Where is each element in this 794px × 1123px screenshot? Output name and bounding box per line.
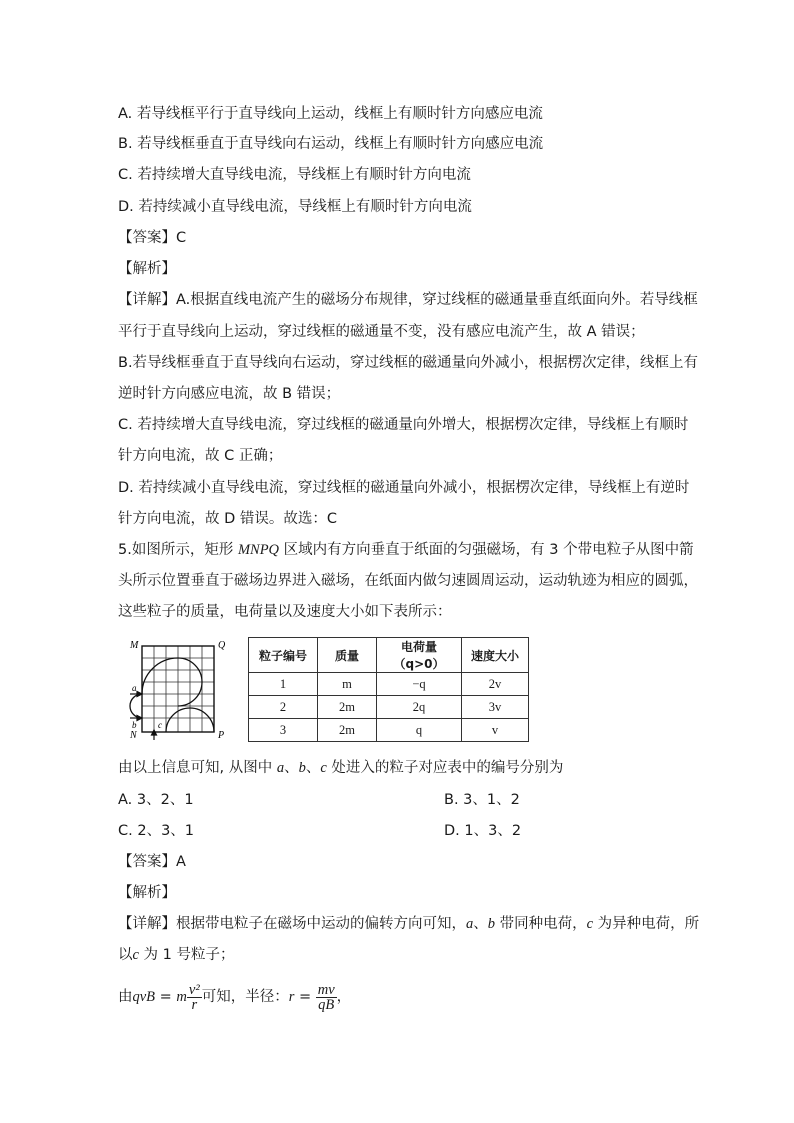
table-header-row <box>249 638 529 673</box>
q5-explain-text: 【详解】根据带电粒子在磁场中运动的偏转方向可知， <box>118 916 466 932</box>
q5-stem-line-2: 头所示位置垂直于磁场边界进入磁场，在纸面内做匀速圆周运动，运动轨迹为相应的圆弧， <box>118 573 698 589</box>
arc-a <box>142 658 178 694</box>
formula-eq: = <box>155 989 177 1005</box>
q5-explain-text: 带同种电荷， <box>495 916 587 932</box>
table-row <box>249 696 529 719</box>
field-diagram <box>128 636 228 740</box>
formula-lhs: qvB <box>132 989 156 1005</box>
q4-analysis-heading: 【解析】 <box>118 261 176 277</box>
label-b: b <box>132 720 137 730</box>
table-cell: −q <box>377 673 462 696</box>
label-p: P <box>218 730 225 740</box>
q5-question-text: 由以上信息可知, 从图中 <box>118 760 277 776</box>
table-cell: v <box>462 719 529 742</box>
q4-option-d: D. 若持续减小直导线电流，导线框上有顺时针方向电流 <box>118 199 472 215</box>
magnetic-field-figure <box>128 636 228 740</box>
table-header: 速度大小 <box>462 638 529 673</box>
table-cell: q <box>377 719 462 742</box>
q4-answer: 【答案】C <box>118 230 187 246</box>
label-a: a <box>132 683 137 693</box>
q5-stem-line-1 <box>118 540 694 560</box>
var-a: a <box>276 760 285 776</box>
var-b: b <box>298 760 306 776</box>
q5-analysis-heading: 【解析】 <box>118 885 176 901</box>
q5-option-a: A. 3、2、1 <box>118 792 194 808</box>
label-m: M <box>130 640 139 651</box>
q4-explain-line: C. 若持续增大直导线电流，穿过线框的磁通量向外增大，根据楞次定律，导线框上有顺时 <box>118 417 689 433</box>
table-cell: m <box>318 673 377 696</box>
q5-option-b: B. 3、1、2 <box>444 792 520 808</box>
q5-stem-line-3: 这些粒子的质量，电荷量以及速度大小如下表所示： <box>118 604 452 620</box>
table-cell: 1 <box>249 673 318 696</box>
q5-question <box>118 758 563 778</box>
q4-explain-line: 【详解】A.根据直线电流产生的磁场分布规律，穿过线框的磁通量垂直纸面向外。若导线框 <box>118 292 698 308</box>
formula-m: m <box>176 989 187 1005</box>
label-n: N <box>130 730 137 740</box>
q5-stem-text: 区域内有方向垂直于纸面的匀强磁场，有 3 个带电粒子从图中箭 <box>279 542 694 558</box>
table-header: 质量 <box>318 638 377 673</box>
q4-explain-line: 平行于直导线向上运动，穿过线框的磁通量不变，没有感应电流产生，故 A 错误； <box>118 324 645 340</box>
table-row <box>249 719 529 742</box>
q5-question-text: 、 <box>284 760 299 776</box>
fraction-v2-over-r <box>187 983 202 1012</box>
formula-eq: = <box>294 989 316 1005</box>
q5-explain-line-1 <box>118 914 699 934</box>
q5-explain-text: 由 <box>118 989 133 1005</box>
table-cell: 3v <box>462 696 529 719</box>
var-c: c <box>320 760 327 776</box>
label-c: c <box>158 720 162 730</box>
q5-question-text: 处进入的粒子对应表中的编号分别为 <box>326 760 564 776</box>
q5-explain-text: 可知，半径： <box>201 989 289 1005</box>
fraction-mv-over-qb <box>316 983 337 1012</box>
q4-explain-line: B.若导线框垂直于直导线向右运动，穿过线框的磁通量向外减小，根据楞次定律，线框上有 <box>118 355 699 371</box>
q5-explain-text: 为异种电荷，所 <box>593 916 700 932</box>
formula-r: r <box>288 989 295 1005</box>
q5-explain-text: 为 1 号粒子； <box>138 947 235 963</box>
grid-lines <box>142 646 214 732</box>
q4-option-c: C. 若持续增大直导线电流，导线框上有顺时针方向电流 <box>118 167 471 183</box>
q5-option-c: C. 2、3、1 <box>118 823 195 839</box>
arc-b <box>130 694 142 718</box>
table-cell: 2 <box>249 696 318 719</box>
particle-table <box>248 637 529 742</box>
var-b: b <box>487 916 495 932</box>
var-c: c <box>132 947 139 963</box>
table-cell: 2v <box>462 673 529 696</box>
q5-explain-text: ， <box>336 989 352 1005</box>
q5-stem-text: 5.如图所示，矩形 <box>118 542 238 558</box>
var-a: a <box>466 916 474 932</box>
table-cell: 3 <box>249 719 318 742</box>
q4-explain-line: 针方向电流，故 C 正确； <box>118 448 283 464</box>
q5-explain-line-2 <box>118 945 235 965</box>
q5-explain-line-3 <box>118 982 351 1012</box>
label-q: Q <box>218 640 226 651</box>
var-c: c <box>586 916 594 932</box>
table-header: 粒子编号 <box>249 638 318 673</box>
fraction-denominator: r <box>191 996 198 1013</box>
q5-question-text: 、 <box>305 760 321 776</box>
q5-option-d: D. 1、3、2 <box>444 823 522 839</box>
table-row <box>249 673 529 696</box>
table-cell: 2m <box>318 719 377 742</box>
table-cell: 2m <box>318 696 377 719</box>
fraction-denominator: qB <box>318 996 335 1013</box>
q4-explain-line: D. 若持续减小直导线电流，穿过线框的磁通量向外减小，根据楞次定律，导线框上有逆时 <box>118 480 690 496</box>
q4-explain-line: 针方向电流，故 D 错误。故选：C <box>118 511 338 527</box>
fraction-numerator: v² <box>188 981 200 998</box>
fraction-numerator: mv <box>317 981 335 998</box>
q5-explain-text: 以 <box>118 947 133 963</box>
q4-explain-line: 逆时针方向感应电流，故 B 错误； <box>118 386 341 402</box>
q5-stem-var: MNPQ <box>237 542 280 558</box>
table-header: 电荷量（q>0） <box>377 638 462 673</box>
q4-option-a: A. 若导线框平行于直导线向上运动，线框上有顺时针方向感应电流 <box>118 106 543 122</box>
q4-option-b: B. 若导线框垂直于直导线向右运动，线框上有顺时针方向感应电流 <box>118 136 544 152</box>
table-cell: 2q <box>377 696 462 719</box>
q5-answer: 【答案】A <box>118 854 186 870</box>
q5-explain-text: 、 <box>473 916 488 932</box>
